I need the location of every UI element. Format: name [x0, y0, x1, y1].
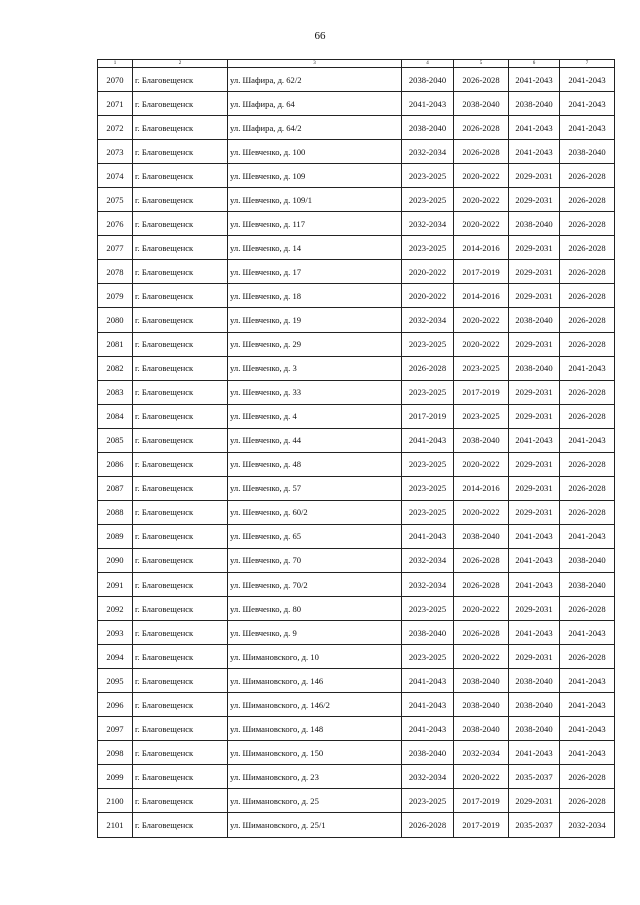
period-cell: 2029-2031 — [509, 500, 560, 524]
period-cell: 2038-2040 — [509, 717, 560, 741]
city-cell: г. Благовещенск — [133, 500, 228, 524]
period-cell: 2041-2043 — [560, 116, 615, 140]
city-cell: г. Благовещенск — [133, 68, 228, 92]
address-cell: ул. Шафира, д. 64/2 — [228, 116, 402, 140]
city-cell: г. Благовещенск — [133, 308, 228, 332]
period-cell: 2026-2028 — [560, 404, 615, 428]
row-number: 2070 — [98, 68, 133, 92]
city-cell: г. Благовещенск — [133, 356, 228, 380]
period-cell: 2029-2031 — [509, 645, 560, 669]
address-cell: ул. Шимановского, д. 23 — [228, 765, 402, 789]
city-cell: г. Благовещенск — [133, 789, 228, 813]
period-cell: 2020-2022 — [454, 500, 509, 524]
period-cell: 2029-2031 — [509, 597, 560, 621]
period-cell: 2038-2040 — [509, 212, 560, 236]
city-cell: г. Благовещенск — [133, 597, 228, 621]
period-cell: 2038-2040 — [509, 669, 560, 693]
period-cell: 2020-2022 — [454, 188, 509, 212]
address-cell: ул. Шевченко, д. 14 — [228, 236, 402, 260]
period-cell: 2014-2016 — [454, 284, 509, 308]
period-cell: 2020-2022 — [454, 597, 509, 621]
period-cell: 2041-2043 — [509, 140, 560, 164]
table-row — [98, 572, 615, 596]
period-cell: 2032-2034 — [402, 572, 454, 596]
table-row — [98, 813, 615, 837]
address-cell: ул. Шевченко, д. 29 — [228, 332, 402, 356]
period-cell: 2020-2022 — [454, 645, 509, 669]
period-cell: 2038-2040 — [509, 308, 560, 332]
city-cell: г. Благовещенск — [133, 765, 228, 789]
period-cell: 2026-2028 — [560, 260, 615, 284]
row-number: 2072 — [98, 116, 133, 140]
period-cell: 2023-2025 — [402, 188, 454, 212]
period-cell: 2032-2034 — [454, 741, 509, 765]
city-cell: г. Благовещенск — [133, 332, 228, 356]
row-number: 2101 — [98, 813, 133, 837]
period-cell: 2023-2025 — [454, 356, 509, 380]
period-cell: 2041-2043 — [560, 524, 615, 548]
period-cell: 2020-2022 — [454, 452, 509, 476]
row-number: 2099 — [98, 765, 133, 789]
address-cell: ул. Шимановского, д. 25/1 — [228, 813, 402, 837]
period-cell: 2023-2025 — [454, 404, 509, 428]
address-cell: ул. Шимановского, д. 10 — [228, 645, 402, 669]
address-cell: ул. Шимановского, д. 148 — [228, 717, 402, 741]
period-cell: 2041-2043 — [509, 428, 560, 452]
column-number: 4 — [402, 60, 454, 68]
period-cell: 2014-2016 — [454, 476, 509, 500]
row-number: 2087 — [98, 476, 133, 500]
address-cell: ул. Шевченко, д. 44 — [228, 428, 402, 452]
row-number: 2098 — [98, 741, 133, 765]
address-cell: ул. Шевченко, д. 57 — [228, 476, 402, 500]
address-cell: ул. Шафира, д. 64 — [228, 92, 402, 116]
period-cell: 2038-2040 — [509, 356, 560, 380]
period-cell: 2020-2022 — [454, 332, 509, 356]
table-row — [98, 524, 615, 548]
column-number: 6 — [509, 60, 560, 68]
row-number: 2100 — [98, 789, 133, 813]
period-cell: 2038-2040 — [454, 669, 509, 693]
period-cell: 2023-2025 — [402, 789, 454, 813]
table-row — [98, 380, 615, 404]
city-cell: г. Благовещенск — [133, 260, 228, 284]
period-cell: 2026-2028 — [560, 308, 615, 332]
period-cell: 2041-2043 — [560, 92, 615, 116]
table-row — [98, 68, 615, 92]
period-cell: 2041-2043 — [509, 741, 560, 765]
table-row — [98, 404, 615, 428]
period-cell: 2014-2016 — [454, 236, 509, 260]
city-cell: г. Благовещенск — [133, 548, 228, 572]
period-cell: 2026-2028 — [560, 645, 615, 669]
period-cell: 2026-2028 — [560, 380, 615, 404]
city-cell: г. Благовещенск — [133, 693, 228, 717]
period-cell: 2020-2022 — [402, 260, 454, 284]
table-row — [98, 164, 615, 188]
address-cell: ул. Шевченко, д. 4 — [228, 404, 402, 428]
period-cell: 2041-2043 — [560, 68, 615, 92]
column-number: 5 — [454, 60, 509, 68]
period-cell: 2041-2043 — [402, 669, 454, 693]
row-number: 2094 — [98, 645, 133, 669]
period-cell: 2026-2028 — [402, 356, 454, 380]
row-number: 2084 — [98, 404, 133, 428]
period-cell: 2041-2043 — [509, 548, 560, 572]
row-number: 2082 — [98, 356, 133, 380]
table-row — [98, 500, 615, 524]
period-cell: 2023-2025 — [402, 597, 454, 621]
city-cell: г. Благовещенск — [133, 284, 228, 308]
address-cell: ул. Шевченко, д. 70 — [228, 548, 402, 572]
table-row — [98, 260, 615, 284]
address-cell: ул. Шевченко, д. 109/1 — [228, 188, 402, 212]
address-cell: ул. Шевченко, д. 3 — [228, 356, 402, 380]
table-row — [98, 693, 615, 717]
address-cell: ул. Шевченко, д. 48 — [228, 452, 402, 476]
table-row — [98, 140, 615, 164]
period-cell: 2023-2025 — [402, 476, 454, 500]
period-cell: 2041-2043 — [560, 717, 615, 741]
table-row — [98, 212, 615, 236]
row-number: 2071 — [98, 92, 133, 116]
period-cell: 2038-2040 — [454, 92, 509, 116]
address-cell: ул. Шевченко, д. 109 — [228, 164, 402, 188]
period-cell: 2026-2028 — [560, 789, 615, 813]
period-cell: 2041-2043 — [560, 621, 615, 645]
period-cell: 2038-2040 — [454, 717, 509, 741]
page-number: 66 — [314, 30, 326, 42]
period-cell: 2026-2028 — [454, 68, 509, 92]
period-cell: 2029-2031 — [509, 164, 560, 188]
table-row — [98, 645, 615, 669]
period-cell: 2038-2040 — [560, 572, 615, 596]
period-cell: 2029-2031 — [509, 332, 560, 356]
period-cell: 2038-2040 — [560, 140, 615, 164]
period-cell: 2029-2031 — [509, 236, 560, 260]
period-cell: 2029-2031 — [509, 476, 560, 500]
column-number: 1 — [98, 60, 133, 68]
table-row — [98, 597, 615, 621]
period-cell: 2038-2040 — [402, 741, 454, 765]
period-cell: 2029-2031 — [509, 188, 560, 212]
period-cell: 2023-2025 — [402, 380, 454, 404]
period-cell: 2020-2022 — [454, 308, 509, 332]
table-row — [98, 765, 615, 789]
period-cell: 2038-2040 — [509, 693, 560, 717]
period-cell: 2026-2028 — [454, 572, 509, 596]
period-cell: 2026-2028 — [454, 116, 509, 140]
city-cell: г. Благовещенск — [133, 476, 228, 500]
row-number: 2095 — [98, 669, 133, 693]
address-cell: ул. Шевченко, д. 18 — [228, 284, 402, 308]
period-cell: 2035-2037 — [509, 765, 560, 789]
table-row — [98, 284, 615, 308]
address-cell: ул. Шимановского, д. 146/2 — [228, 693, 402, 717]
row-number: 2085 — [98, 428, 133, 452]
table-row — [98, 717, 615, 741]
row-number: 2080 — [98, 308, 133, 332]
address-cell: ул. Шевченко, д. 17 — [228, 260, 402, 284]
period-cell: 2026-2028 — [454, 621, 509, 645]
column-number: 2 — [133, 60, 228, 68]
period-cell: 2029-2031 — [509, 260, 560, 284]
row-number: 2079 — [98, 284, 133, 308]
address-cell: ул. Шафира, д. 62/2 — [228, 68, 402, 92]
table-row — [98, 476, 615, 500]
period-cell: 2026-2028 — [560, 452, 615, 476]
table-row — [98, 741, 615, 765]
period-cell: 2017-2019 — [454, 813, 509, 837]
period-cell: 2023-2025 — [402, 164, 454, 188]
period-cell: 2029-2031 — [509, 380, 560, 404]
period-cell: 2041-2043 — [560, 669, 615, 693]
row-number: 2091 — [98, 572, 133, 596]
period-cell: 2038-2040 — [402, 68, 454, 92]
city-cell: г. Благовещенск — [133, 813, 228, 837]
period-cell: 2026-2028 — [454, 140, 509, 164]
period-cell: 2038-2040 — [509, 92, 560, 116]
city-cell: г. Благовещенск — [133, 717, 228, 741]
row-number: 2088 — [98, 500, 133, 524]
row-number: 2083 — [98, 380, 133, 404]
row-number: 2081 — [98, 332, 133, 356]
period-cell: 2041-2043 — [509, 68, 560, 92]
address-cell: ул. Шимановского, д. 25 — [228, 789, 402, 813]
address-cell: ул. Шевченко, д. 33 — [228, 380, 402, 404]
period-cell: 2026-2028 — [560, 476, 615, 500]
city-cell: г. Благовещенск — [133, 741, 228, 765]
period-cell: 2026-2028 — [560, 212, 615, 236]
row-number: 2097 — [98, 717, 133, 741]
period-cell: 2026-2028 — [560, 164, 615, 188]
city-cell: г. Благовещенск — [133, 428, 228, 452]
column-number: 3 — [228, 60, 402, 68]
period-cell: 2041-2043 — [509, 524, 560, 548]
period-cell: 2023-2025 — [402, 645, 454, 669]
period-cell: 2026-2028 — [560, 500, 615, 524]
address-cell: ул. Шевченко, д. 19 — [228, 308, 402, 332]
table-row — [98, 669, 615, 693]
period-cell: 2023-2025 — [402, 452, 454, 476]
period-cell: 2029-2031 — [509, 789, 560, 813]
period-cell: 2041-2043 — [560, 356, 615, 380]
city-cell: г. Благовещенск — [133, 116, 228, 140]
city-cell: г. Благовещенск — [133, 380, 228, 404]
address-cell: ул. Шевченко, д. 117 — [228, 212, 402, 236]
table-row — [98, 548, 615, 572]
period-cell: 2041-2043 — [402, 693, 454, 717]
period-cell: 2020-2022 — [402, 284, 454, 308]
period-cell: 2035-2037 — [509, 813, 560, 837]
period-cell: 2038-2040 — [454, 524, 509, 548]
period-cell: 2032-2034 — [402, 140, 454, 164]
period-cell: 2017-2019 — [454, 789, 509, 813]
table-row — [98, 356, 615, 380]
period-cell: 2017-2019 — [402, 404, 454, 428]
period-cell: 2041-2043 — [560, 428, 615, 452]
period-cell: 2020-2022 — [454, 212, 509, 236]
period-cell: 2029-2031 — [509, 452, 560, 476]
city-cell: г. Благовещенск — [133, 572, 228, 596]
address-cell: ул. Шимановского, д. 146 — [228, 669, 402, 693]
city-cell: г. Благовещенск — [133, 140, 228, 164]
period-cell: 2020-2022 — [454, 765, 509, 789]
column-number-row — [98, 60, 615, 68]
row-number: 2074 — [98, 164, 133, 188]
address-cell: ул. Шевченко, д. 65 — [228, 524, 402, 548]
table-row — [98, 116, 615, 140]
address-cell: ул. Шевченко, д. 100 — [228, 140, 402, 164]
period-cell: 2041-2043 — [402, 717, 454, 741]
column-number: 7 — [560, 60, 615, 68]
period-cell: 2026-2028 — [560, 188, 615, 212]
row-number: 2086 — [98, 452, 133, 476]
table-body — [98, 60, 615, 838]
city-cell: г. Благовещенск — [133, 621, 228, 645]
period-cell: 2029-2031 — [509, 404, 560, 428]
address-cell: ул. Шевченко, д. 9 — [228, 621, 402, 645]
row-number: 2077 — [98, 236, 133, 260]
city-cell: г. Благовещенск — [133, 236, 228, 260]
table-row — [98, 188, 615, 212]
address-cell: ул. Шимановского, д. 150 — [228, 741, 402, 765]
period-cell: 2032-2034 — [402, 212, 454, 236]
period-cell: 2038-2040 — [454, 693, 509, 717]
table-row — [98, 621, 615, 645]
city-cell: г. Благовещенск — [133, 404, 228, 428]
period-cell: 2041-2043 — [402, 524, 454, 548]
table-row — [98, 92, 615, 116]
address-cell: ул. Шевченко, д. 70/2 — [228, 572, 402, 596]
row-number: 2089 — [98, 524, 133, 548]
row-number: 2096 — [98, 693, 133, 717]
city-cell: г. Благовещенск — [133, 645, 228, 669]
row-number: 2093 — [98, 621, 133, 645]
table-row — [98, 789, 615, 813]
address-cell: ул. Шевченко, д. 60/2 — [228, 500, 402, 524]
period-cell: 2029-2031 — [509, 284, 560, 308]
row-number: 2090 — [98, 548, 133, 572]
period-cell: 2041-2043 — [560, 741, 615, 765]
table-row — [98, 452, 615, 476]
period-cell: 2026-2028 — [560, 765, 615, 789]
period-cell: 2017-2019 — [454, 380, 509, 404]
period-cell: 2026-2028 — [560, 597, 615, 621]
row-number: 2073 — [98, 140, 133, 164]
period-cell: 2038-2040 — [402, 116, 454, 140]
table-row — [98, 308, 615, 332]
period-cell: 2041-2043 — [509, 621, 560, 645]
table-row — [98, 428, 615, 452]
period-cell: 2032-2034 — [560, 813, 615, 837]
city-cell: г. Благовещенск — [133, 212, 228, 236]
period-cell: 2038-2040 — [560, 548, 615, 572]
address-cell: ул. Шевченко, д. 80 — [228, 597, 402, 621]
period-cell: 2023-2025 — [402, 236, 454, 260]
period-cell: 2020-2022 — [454, 164, 509, 188]
row-number: 2078 — [98, 260, 133, 284]
period-cell: 2038-2040 — [454, 428, 509, 452]
period-cell: 2032-2034 — [402, 765, 454, 789]
city-cell: г. Благовещенск — [133, 452, 228, 476]
period-cell: 2041-2043 — [402, 92, 454, 116]
city-cell: г. Благовещенск — [133, 188, 228, 212]
city-cell: г. Благовещенск — [133, 164, 228, 188]
period-cell: 2026-2028 — [402, 813, 454, 837]
period-cell: 2038-2040 — [402, 621, 454, 645]
period-cell: 2023-2025 — [402, 500, 454, 524]
period-cell: 2017-2019 — [454, 260, 509, 284]
housing-schedule-table — [97, 59, 615, 838]
row-number: 2075 — [98, 188, 133, 212]
period-cell: 2041-2043 — [509, 572, 560, 596]
period-cell: 2026-2028 — [560, 284, 615, 308]
period-cell: 2032-2034 — [402, 308, 454, 332]
table-row — [98, 236, 615, 260]
period-cell: 2032-2034 — [402, 548, 454, 572]
table-row — [98, 332, 615, 356]
period-cell: 2041-2043 — [560, 693, 615, 717]
period-cell: 2026-2028 — [560, 236, 615, 260]
period-cell: 2023-2025 — [402, 332, 454, 356]
row-number: 2076 — [98, 212, 133, 236]
period-cell: 2041-2043 — [402, 428, 454, 452]
city-cell: г. Благовещенск — [133, 669, 228, 693]
city-cell: г. Благовещенск — [133, 92, 228, 116]
city-cell: г. Благовещенск — [133, 524, 228, 548]
period-cell: 2026-2028 — [560, 332, 615, 356]
row-number: 2092 — [98, 597, 133, 621]
period-cell: 2041-2043 — [509, 116, 560, 140]
period-cell: 2026-2028 — [454, 548, 509, 572]
